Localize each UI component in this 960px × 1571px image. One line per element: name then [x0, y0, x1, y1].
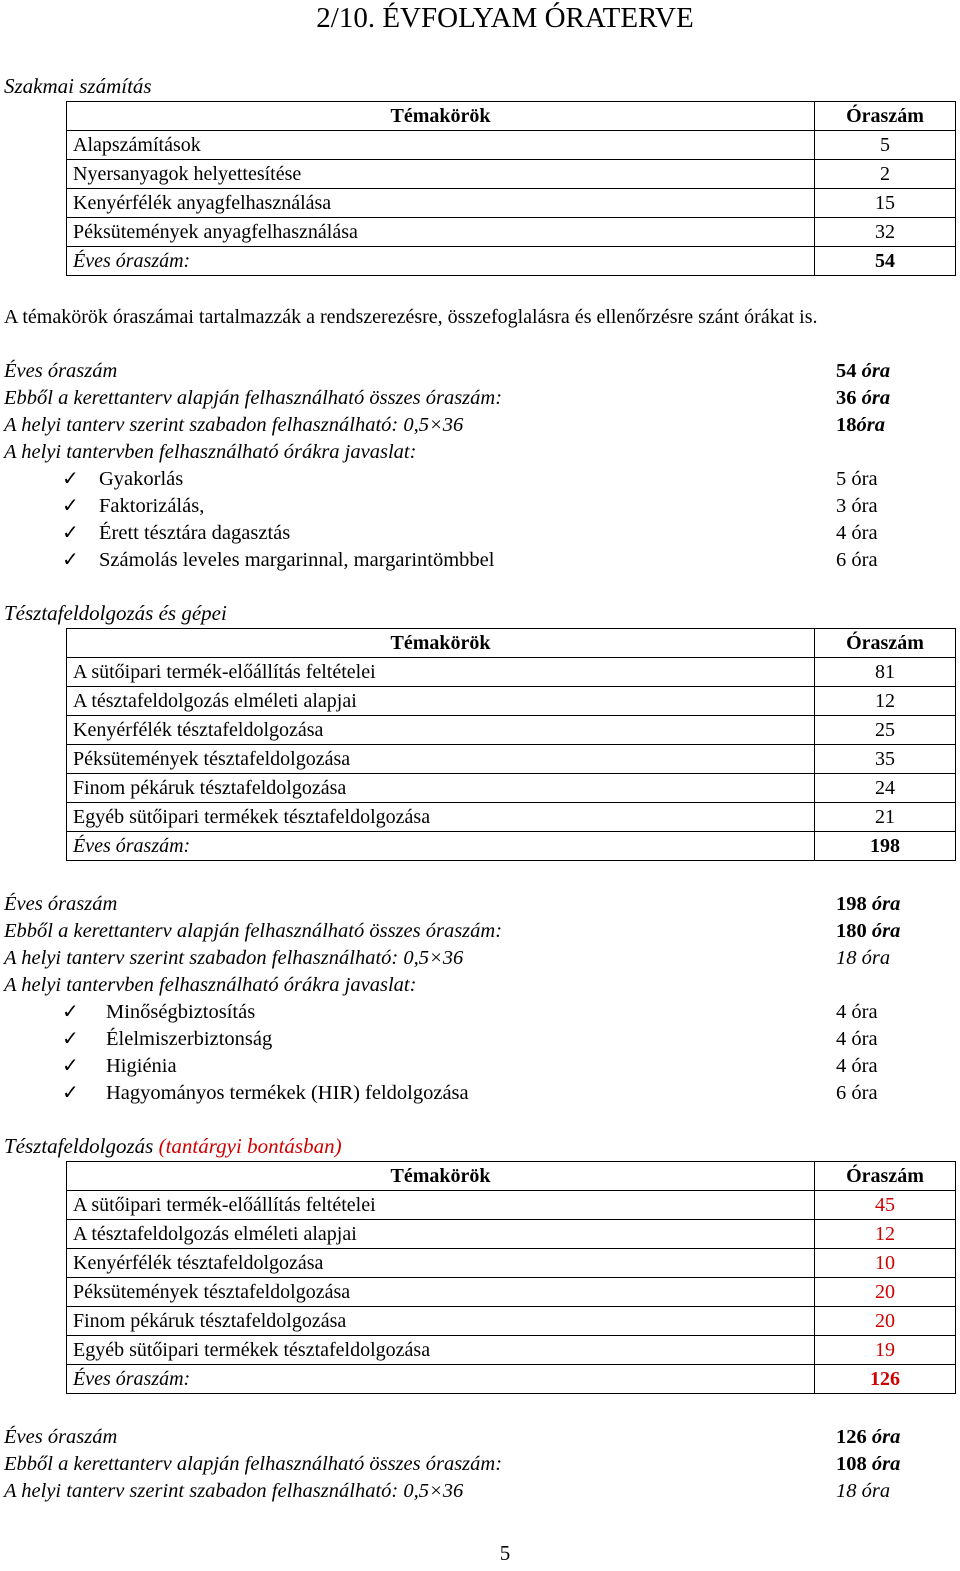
- topic-table-2: [66, 628, 956, 861]
- checkmark-icon: ✓: [62, 1001, 79, 1023]
- table-header-row: [67, 102, 956, 131]
- hours-cell: 15: [815, 189, 956, 218]
- table-row: [67, 189, 956, 218]
- summary-label: Ebből a kerettanterv alapján felhasználható összes óraszám:: [4, 1453, 503, 1475]
- table-row: [67, 774, 956, 803]
- summary-proposal: [4, 972, 954, 999]
- topic-cell: A sütőipari termék-előállítás feltételei: [67, 658, 815, 687]
- summary-free: [4, 1478, 954, 1505]
- hours-cell: 24: [815, 774, 956, 803]
- hours-cell: 5: [815, 131, 956, 160]
- header-hours: Óraszám: [815, 102, 956, 131]
- topic-cell: Egyéb sütőipari termékek tésztafeldolgozása: [67, 1336, 815, 1365]
- topic-cell: Péksütemények tésztafeldolgozása: [67, 1278, 815, 1307]
- table-row: [67, 658, 956, 687]
- hours-cell: 2: [815, 160, 956, 189]
- table-row: [67, 745, 956, 774]
- list-item: ✓ Számolás leveles margarinnal, margarintömbbel 6 óra: [4, 547, 954, 574]
- topic-table-1: [66, 101, 956, 276]
- table-row: [67, 716, 956, 745]
- summary-value: 36 óra: [836, 387, 891, 409]
- summary-value: 18óra: [836, 414, 885, 436]
- topic-table-3: [66, 1161, 956, 1394]
- list-item: ✓ Érett tésztára dagasztás 4 óra: [4, 520, 954, 547]
- summary-value: 180 óra: [836, 920, 901, 942]
- total-hours: 126: [815, 1365, 956, 1394]
- topic-cell: Kenyérfélék anyagfelhasználása: [67, 189, 815, 218]
- summary-label: A helyi tantervben felhasználható órákra javaslat:: [4, 441, 417, 463]
- summary-value: 18 óra: [836, 1480, 891, 1502]
- checkmark-icon: ✓: [62, 1028, 79, 1050]
- topic-cell: Finom pékáruk tésztafeldolgozása: [67, 774, 815, 803]
- table-header-row: [67, 1162, 956, 1191]
- page-number: 5: [499, 1541, 511, 1565]
- summary-label: Ebből a kerettanterv alapján felhasználható összes óraszám:: [4, 920, 503, 942]
- topic-cell: A tésztafeldolgozás elméleti alapjai: [67, 687, 815, 716]
- section-title-tesztafeldolgozas: Tésztafeldolgozás és gépei: [4, 601, 227, 625]
- topic-cell: Alapszámítások: [67, 131, 815, 160]
- page-title: 2/10. ÉVFOLYAM ÓRATERVE: [316, 2, 694, 34]
- checkmark-icon: ✓: [62, 495, 79, 517]
- summary-label: Éves óraszám: [4, 1426, 118, 1448]
- hours-cell: 12: [815, 687, 956, 716]
- header-topic: Témakörök: [67, 1162, 815, 1191]
- summary-label: A helyi tantervben felhasználható órákra javaslat:: [4, 974, 417, 996]
- list-item: ✓ Hagyományos termékek (HIR) feldolgozása 6 óra: [4, 1080, 954, 1107]
- list-item: ✓ Faktorizálás, 3 óra: [4, 493, 954, 520]
- topic-cell: Péksütemények tésztafeldolgozása: [67, 745, 815, 774]
- total-hours: 54: [815, 247, 956, 276]
- hours-cell: 21: [815, 803, 956, 832]
- summary-2: [4, 891, 954, 1107]
- topic-cell: Nyersanyagok helyettesítése: [67, 160, 815, 189]
- summary-free: [4, 945, 954, 972]
- note-text: A témakörök óraszámai tartalmazzák a rendszerezésre, összefoglalásra és ellenőrzésre szánt órákat is.: [4, 306, 818, 328]
- table-total-row: [67, 247, 956, 276]
- summary-framework: [4, 1451, 954, 1478]
- summary-framework: [4, 385, 954, 412]
- hours-cell: 19: [815, 1336, 956, 1365]
- table-total-row: [67, 832, 956, 861]
- table-header-row: [67, 629, 956, 658]
- summary-label: Ebből a kerettanterv alapján felhasználható összes óraszám:: [4, 387, 503, 409]
- summary-label: Éves óraszám: [4, 360, 118, 382]
- summary-label: Éves óraszám: [4, 893, 118, 915]
- table-row: [67, 1191, 956, 1220]
- hours-cell: 20: [815, 1278, 956, 1307]
- checkmark-icon: ✓: [62, 1082, 79, 1104]
- table-row: [67, 803, 956, 832]
- checkmark-icon: ✓: [62, 1055, 79, 1077]
- hours-cell: 10: [815, 1249, 956, 1278]
- topic-cell: Finom pékáruk tésztafeldolgozása: [67, 1307, 815, 1336]
- hours-cell: 35: [815, 745, 956, 774]
- summary-value: 126 óra: [836, 1426, 901, 1448]
- topic-cell: Kenyérfélék tésztafeldolgozása: [67, 716, 815, 745]
- table-row: [67, 1336, 956, 1365]
- hours-cell: 45: [815, 1191, 956, 1220]
- topic-cell: Egyéb sütőipari termékek tésztafeldolgozása: [67, 803, 815, 832]
- header-topic: Témakörök: [67, 629, 815, 658]
- total-label: Éves óraszám:: [67, 1365, 815, 1394]
- topic-cell: A tésztafeldolgozás elméleti alapjai: [67, 1220, 815, 1249]
- total-label: Éves óraszám:: [67, 832, 815, 861]
- checkmark-icon: ✓: [62, 468, 79, 490]
- total-hours: 198: [815, 832, 956, 861]
- header-hours: Óraszám: [815, 629, 956, 658]
- checkmark-icon: ✓: [62, 549, 79, 571]
- summary-label: A helyi tanterv szerint szabadon felhasználható: 0,5×36: [4, 1480, 464, 1502]
- summary-value: 108 óra: [836, 1453, 901, 1475]
- summary-1: [4, 358, 954, 574]
- hours-cell: 12: [815, 1220, 956, 1249]
- topic-cell: Kenyérfélék tésztafeldolgozása: [67, 1249, 815, 1278]
- table-row: [67, 1278, 956, 1307]
- hours-cell: 81: [815, 658, 956, 687]
- section-title-szakmai-szamitas: Szakmai számítás: [4, 74, 152, 98]
- summary-value: 198 óra: [836, 893, 901, 915]
- list-item: ✓ Minőségbiztosítás 4 óra: [4, 999, 954, 1026]
- summary-label: A helyi tanterv szerint szabadon felhasználható: 0,5×36: [4, 947, 464, 969]
- hours-cell: 25: [815, 716, 956, 745]
- list-item: ✓ Élelmiszerbiztonság 4 óra: [4, 1026, 954, 1053]
- header-hours: Óraszám: [815, 1162, 956, 1191]
- hours-cell: 32: [815, 218, 956, 247]
- summary-free: [4, 412, 954, 439]
- list-item: ✓ Gyakorlás 5 óra: [4, 466, 954, 493]
- section-title-tesztafeldolgozas-bontas: Tésztafeldolgozás (tantárgyi bontásban): [4, 1134, 342, 1158]
- checkmark-icon: ✓: [62, 522, 79, 544]
- table-row: [67, 1307, 956, 1336]
- summary-annual: [4, 1424, 954, 1451]
- list-item: ✓ Higiénia 4 óra: [4, 1053, 954, 1080]
- summary-framework: [4, 918, 954, 945]
- table-total-row: [67, 1365, 956, 1394]
- total-label: Éves óraszám:: [67, 247, 815, 276]
- header-topic: Témakörök: [67, 102, 815, 131]
- topic-cell: A sütőipari termék-előállítás feltételei: [67, 1191, 815, 1220]
- summary-annual: [4, 891, 954, 918]
- summary-label: A helyi tanterv szerint szabadon felhasználható: 0,5×36: [4, 414, 464, 436]
- hours-cell: 20: [815, 1307, 956, 1336]
- table-row: [67, 1220, 956, 1249]
- table-row: [67, 687, 956, 716]
- section-title-red: (tantárgyi bontásban): [158, 1134, 342, 1158]
- table-row: [67, 218, 956, 247]
- summary-value: 18 óra: [836, 947, 891, 969]
- summary-3: [4, 1424, 954, 1505]
- table-row: [67, 160, 956, 189]
- topic-cell: Péksütemények anyagfelhasználása: [67, 218, 815, 247]
- table-row: [67, 1249, 956, 1278]
- table-row: [67, 131, 956, 160]
- summary-annual: [4, 358, 954, 385]
- summary-value: 54 óra: [836, 360, 891, 382]
- summary-proposal: [4, 439, 954, 466]
